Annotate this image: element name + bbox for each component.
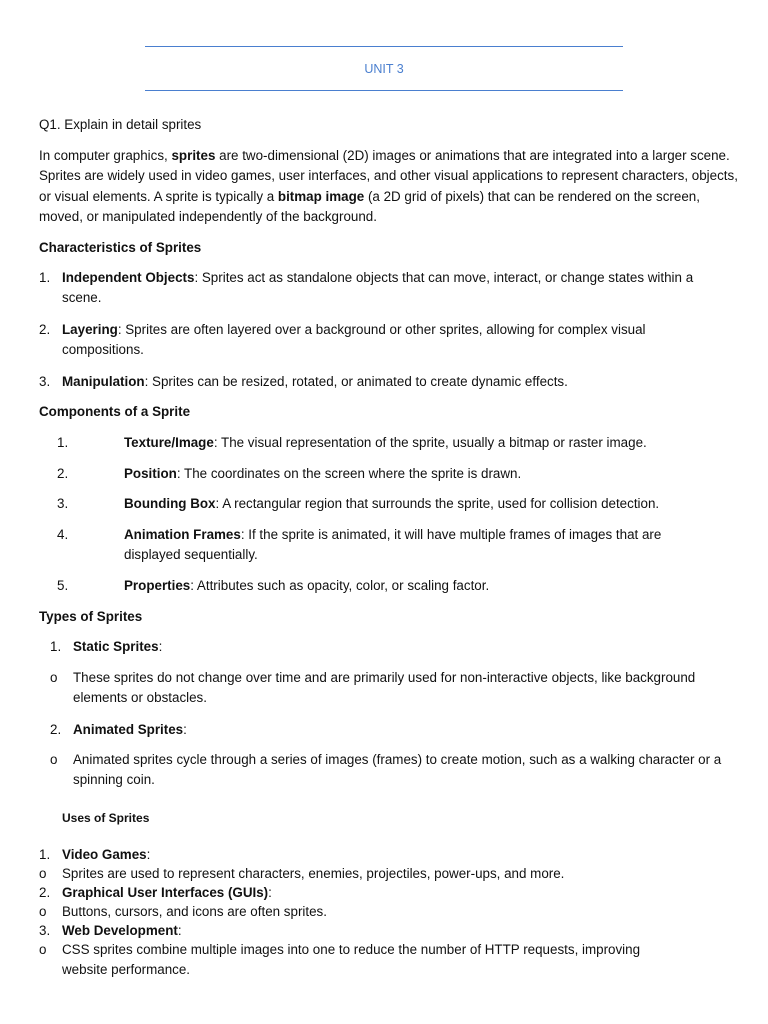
char-term: Layering <box>62 322 118 337</box>
type-colon: : <box>183 722 187 737</box>
char-text: : Sprites can be resized, rotated, or animated to create dynamic effects. <box>144 374 568 389</box>
use-item-guis <box>62 883 272 903</box>
char-item-num: 3. <box>39 374 51 389</box>
char-item-independent <box>62 268 722 309</box>
comp-item-num: 3. <box>57 496 69 511</box>
use-item-num: 1. <box>39 847 51 862</box>
comp-item-num: 4. <box>57 527 69 542</box>
use-item-num: 2. <box>39 885 51 900</box>
comp-text: : The coordinates on the screen where the sprite is drawn. <box>176 466 522 481</box>
intro-text-2: are two-dimensional (2D) images or animations that are integrated into a larger scene. Sprites are widely used in video games, user interfaces, and other visual applications to represent characters, objects, or visual elements. A sprite is typically a <box>39 148 738 204</box>
char-item-layering <box>62 320 672 361</box>
char-item-num: 1. <box>39 270 51 285</box>
bullet-icon: o <box>50 752 58 767</box>
char-term: Manipulation <box>62 374 145 389</box>
comp-text: : Attributes such as opacity, color, or scaling factor. <box>190 578 490 593</box>
type-desc-static: These sprites do not change over time and are primarily used for non-interactive objects, like background elements or obstacles. <box>73 670 696 706</box>
intro-text-1: In computer graphics, <box>39 148 172 163</box>
char-term: Independent Objects <box>62 270 195 285</box>
characteristics-heading: Characteristics of Sprites <box>39 240 202 255</box>
type-item-animated <box>73 720 187 740</box>
comp-item-num: 2. <box>57 466 69 481</box>
use-colon: : <box>177 923 182 938</box>
char-item-num: 2. <box>39 322 51 337</box>
char-text: : Sprites act as standalone objects that can move, interact, or change states within a scene. <box>62 270 694 306</box>
comp-item-animation-frames <box>124 525 714 566</box>
bullet-icon: o <box>39 942 47 957</box>
comp-term: Texture/Image <box>124 435 214 450</box>
use-term: Graphical User Interfaces (GUIs) <box>62 885 269 900</box>
comp-term: Animation Frames <box>124 527 241 542</box>
comp-item-num: 5. <box>57 578 69 593</box>
comp-item-num: 1. <box>57 435 69 450</box>
intro-text-3: (a 2D grid of pixels) that can be rendered on the screen, moved, or manipulated independently of the background. <box>39 188 700 225</box>
use-desc-guis: Buttons, cursors, and icons are often sprites. <box>62 904 327 919</box>
components-heading: Components of a Sprite <box>39 404 191 419</box>
uses-heading: Uses of Sprites <box>62 811 150 825</box>
comp-text: : A rectangular region that surrounds the sprite, used for collision detection. <box>215 496 660 511</box>
comp-term: Bounding Box <box>124 496 216 511</box>
comp-term: Position <box>124 466 177 481</box>
comp-item-texture <box>124 433 647 453</box>
type-colon: : <box>158 639 163 654</box>
use-colon: : <box>268 885 272 900</box>
question-heading: Q1. Explain in detail sprites <box>39 117 202 132</box>
char-item-manipulation <box>62 372 568 392</box>
comp-item-properties <box>124 576 489 596</box>
comp-item-bounding-box <box>124 494 659 514</box>
unit-title: UNIT 3 <box>364 62 404 76</box>
bullet-icon: o <box>39 866 47 881</box>
header-rule-top <box>145 46 623 47</box>
use-item-web-dev <box>62 921 182 941</box>
header-rule-bottom <box>145 90 623 91</box>
use-desc-web-dev: CSS sprites combine multiple images into one to reduce the number of HTTP requests, improving website performance. <box>62 942 641 977</box>
type-item-static <box>73 637 162 657</box>
type-item-num: 2. <box>50 722 62 737</box>
bullet-icon: o <box>39 904 47 919</box>
intro-paragraph <box>39 146 739 228</box>
use-desc-video-games: Sprites are used to represent characters, enemies, projectiles, power-ups, and more. <box>62 866 565 881</box>
char-text: : Sprites are often layered over a background or other sprites, allowing for complex visual compositions. <box>62 322 646 358</box>
type-term: Static Sprites <box>73 639 159 654</box>
comp-text: : The visual representation of the sprite, usually a bitmap or raster image. <box>213 435 647 450</box>
use-item-num: 3. <box>39 923 51 938</box>
type-term: Animated Sprites <box>73 722 184 737</box>
types-heading: Types of Sprites <box>39 609 143 624</box>
comp-term: Properties <box>124 578 191 593</box>
comp-item-position <box>124 464 521 484</box>
type-desc-animated: Animated sprites cycle through a series of images (frames) to create motion, such as a walking character or a spinning coin. <box>73 752 722 788</box>
type-item-num: 1. <box>50 639 62 654</box>
use-colon: : <box>146 847 151 862</box>
use-term: Video Games <box>62 847 147 862</box>
use-item-video-games <box>62 845 150 865</box>
comp-text: : If the sprite is animated, it will have multiple frames of images that are displayed sequentially. <box>124 527 662 563</box>
use-term: Web Development <box>62 923 178 938</box>
intro-bold-bitmap: bitmap image <box>277 188 365 204</box>
bullet-icon: o <box>50 670 58 685</box>
intro-bold-sprites: sprites <box>171 148 216 163</box>
